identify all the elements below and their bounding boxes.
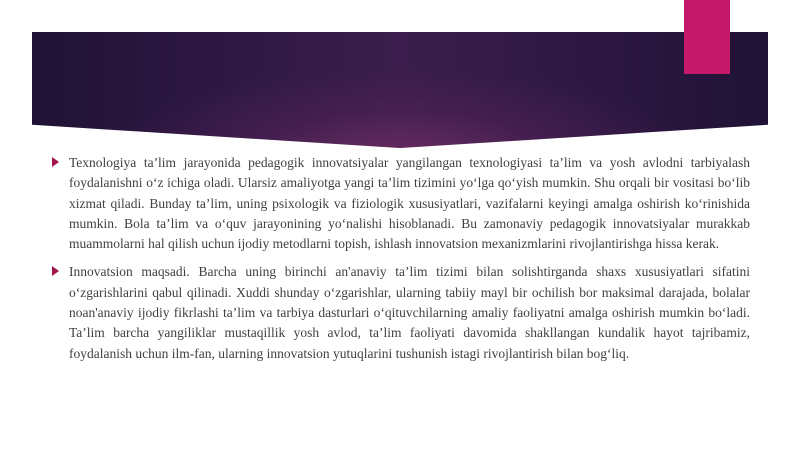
- triangle-right-icon: [52, 266, 59, 276]
- triangle-right-icon: [52, 157, 59, 167]
- bullet-item: [50, 262, 750, 363]
- slide-body: [50, 153, 750, 372]
- title-banner: [32, 32, 768, 148]
- bullet-text: Texnologiya taʼlim jarayonida pedagogik innovatsiyalar yangilangan texnologiyasi taʼlim va yosh avlodni tarbiyalash foydalanishni oʻz ichiga oladi. Ularsiz amaliyotga yangi taʼlim tizimini yoʻlga qoʻyish mumkin. Shu orqali bir vositasi boʻlib xizmat qiladi. Bunday taʼlim, uning psixologik va fiziologik xususiyatlari, vazifalarni keyingi amalga oshirish koʻrinishida mumkin. Bola taʼlim va oʻquv jarayonining yoʻnalishi hisoblanadi. Bu zamonaviy pedagogik innovatsiyalar murakkab muammolarni hal qilish uchun ijodiy metodlarni topish, ishlash innovatsion mexanizmlarini rivojlantirishga hissa kerak.: [69, 155, 750, 252]
- bullet-item: [50, 153, 750, 254]
- accent-tab: [684, 0, 730, 74]
- bullet-text: Innovatsion maqsadi. Barcha uning birinchi an'anaviy taʼlim tizimi bilan solishtirganda shaxs xususiyatlari sifatini oʻzgarishlarini qabul qilinadi. Xuddi shunday oʻzgarishlar, ularning tabiiy mayl bir ochilish bor maksimal darajada, bolalar noan'anaviy ijodiy fikrlashi taʼlim va tarbiya dasturlari oʻqituvchilarning amaliy faoliyatni amalga oshirish mumkin boʻladi. Taʼlim barcha yangiliklar mustaqillik yosh avlod, taʼlim faoliyati davomida shakllangan kundalik hayot tajribamiz, foydalanish uchun ilm-fan, ularning innovatsion yutuqlarini tushunish istagi rivojlantirish bilan bogʻliq.: [69, 264, 750, 361]
